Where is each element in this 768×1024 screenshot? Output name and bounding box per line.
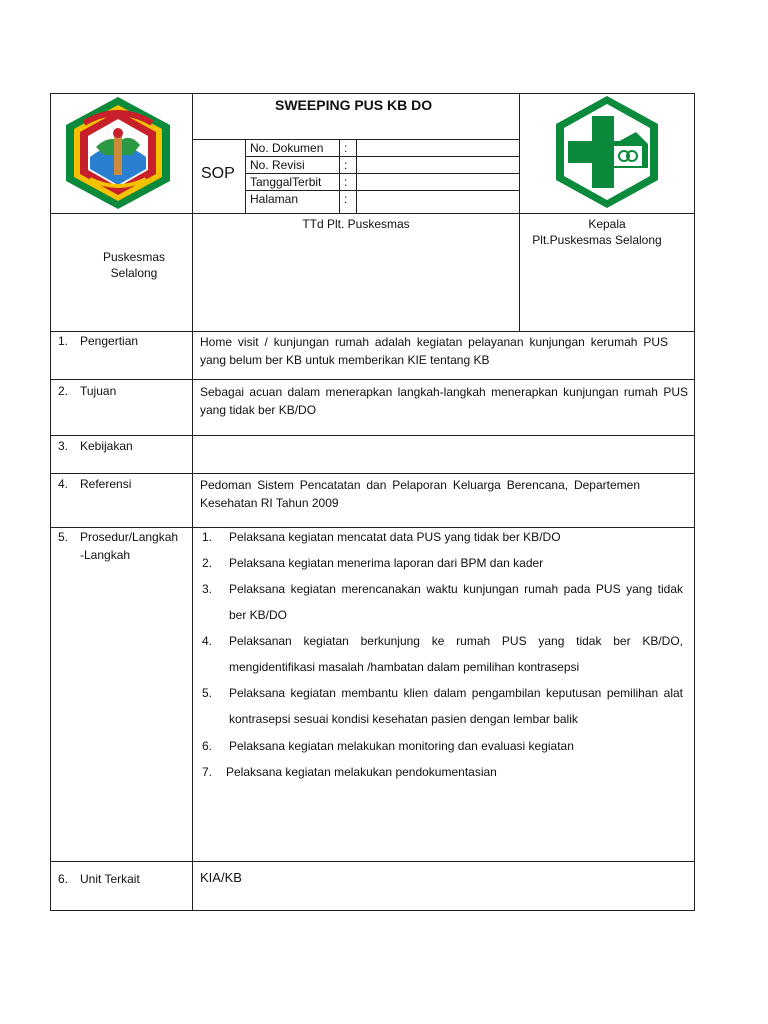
meta-label-no-dokumen: No. Dokumen xyxy=(250,141,324,155)
step-number: 5. xyxy=(202,686,213,700)
section-label-unit-terkait: Unit Terkait xyxy=(80,872,140,886)
meta-sep: : xyxy=(344,192,348,206)
section-num: 1. xyxy=(58,334,69,348)
section-label-kebijakan: Kebijakan xyxy=(80,439,133,453)
signature-right-line1: Kepala xyxy=(588,217,626,231)
step-number: 1. xyxy=(202,530,213,544)
section-content-referensi: Pedoman Sistem Pencatatan dan Pelaporan Keluarga Berencana, Departemen Kesehatan RI Tahun 2009 xyxy=(200,478,640,510)
meta-sep: : xyxy=(344,158,348,172)
document-title: SWEEPING PUS KB DO xyxy=(275,97,433,113)
sop-label: SOP xyxy=(201,165,235,182)
section-num: 5. xyxy=(58,530,69,544)
meta-label-tanggal-terbit: TanggalTerbit xyxy=(250,175,322,189)
step-number: 7. xyxy=(202,765,213,779)
step-text: Pelaksana kegiatan mencatat data PUS yang tidak ber KB/DO xyxy=(229,530,561,544)
step-number: 4. xyxy=(202,634,213,648)
step-number: 2. xyxy=(202,556,213,570)
step-text: Pelaksanan kegiatan berkunjung ke rumah PUS yang tidak ber KB/DO, mengidentifikasi masalah /hambatan dalam pemilihan kontrasepsi xyxy=(229,634,683,674)
meta-sep: : xyxy=(344,175,348,189)
section-content-unit-terkait: KIA/KB xyxy=(200,870,242,885)
section-num: 4. xyxy=(58,477,69,491)
section-content-tujuan: Sebagai acuan dalam menerapkan langkah-langkah menerapkan kunjungan rumah PUS yang tidak ber KB/DO xyxy=(200,385,688,417)
section-label-prosedur-cont: -Langkah xyxy=(80,548,131,562)
signature-right-line2: Plt.Puskesmas Selalong xyxy=(532,233,662,247)
step-number: 3. xyxy=(202,582,213,596)
section-label-tujuan: Tujuan xyxy=(80,384,117,398)
meta-label-no-revisi: No. Revisi xyxy=(250,158,305,172)
step-text: Pelaksana kegiatan menerima laporan dari BPM dan kader xyxy=(229,556,544,570)
step-number: 6. xyxy=(202,739,213,753)
section-content-pengertian: Home visit / kunjungan rumah adalah kegiatan pelayanan kunjungan kerumah PUS yang belum ber KB untuk memberikan KIE tentang KB xyxy=(200,335,668,367)
org-name-line1: Puskesmas xyxy=(102,250,166,264)
section-num: 6. xyxy=(58,872,69,886)
puskesmas-green-cross-icon xyxy=(552,94,662,210)
section-label-referensi: Referensi xyxy=(80,477,132,491)
section-num: 3. xyxy=(58,439,69,453)
step-text: Pelaksana kegiatan melakukan pendokumentasian xyxy=(226,765,497,779)
section-num: 2. xyxy=(58,384,69,398)
section-label-prosedur: Prosedur/Langkah xyxy=(80,530,179,544)
meta-label-halaman: Halaman xyxy=(250,192,299,206)
regional-government-emblem-icon xyxy=(60,95,176,211)
org-name-line2: Selalong xyxy=(110,266,158,280)
signature-left-label: TTd Plt. Puskesmas xyxy=(302,217,410,231)
step-text: Pelaksana kegiatan membantu klien dalam pengambilan keputusan pemilihan alat kontrasepsi sesuai kondisi kesehatan pasien dengan lembar balik xyxy=(229,686,683,726)
section-label-pengertian: Pengertian xyxy=(80,334,139,348)
step-text: Pelaksana kegiatan merencanakan waktu kunjungan rumah pada PUS yang tidak ber KB/DO xyxy=(229,582,683,622)
meta-sep: : xyxy=(344,141,348,155)
step-text: Pelaksana kegiatan melakukan monitoring dan evaluasi kegiatan xyxy=(229,739,574,753)
